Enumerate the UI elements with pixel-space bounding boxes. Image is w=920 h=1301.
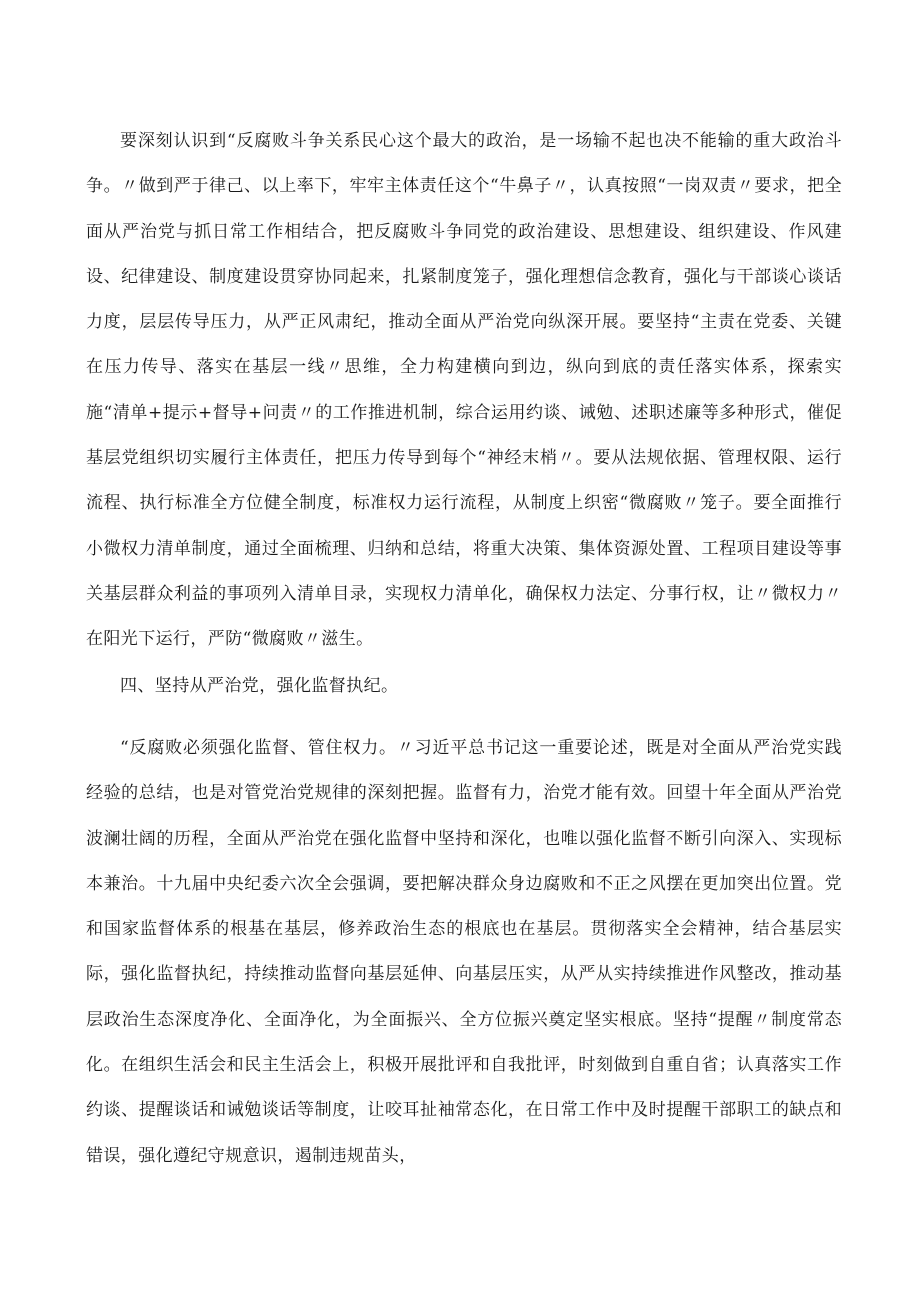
section-heading: 四、坚持从严治党，强化监督执纪。 [120, 676, 399, 696]
body-paragraph: 要深刻认识到“反腐败斗争关系民心这个最大的政治，是一场输不起也决不能输的重大政治斗争。〃做到严于律己、以上率下，牢牢主体责任这个“牛鼻子〃，认真按照“一岗双责〃要求，把全面从严治党与抓日常工作相结合，把反腐败斗争同党的政治建设、思想建设、组织建设、作风建设、纪律建设、制度建设贯穿协同起来，扎紧制度笼子，强化理想信念教育，强化与干部谈心谈话力度，层层传导压力，从严正风肃纪，推动全面从严治党向纵深开展。要坚持“主责在党委、关键在压力传导、落实在基层一线〃思维，全力构建横向到边，纵向到底的责任落实体系，探索实施“清单+提示+督导+问责〃的工作推进机制，综合运用约谈、诫勉、述职述廉等多种形式，催促基层党组织切实履行主体责任，把压力传导到每个“神经末梢〃。要从法规依据、管理权限、运行流程、执行标准全方位健全制度，标准权力运行流程，从制度上织密“微腐败〃笼子。要全面推行小微权力清单制度，通过全面梳理、归纳和总结，将重大决策、集体资源处置、工程项目建设等事关基层群众利益的事项列入清单目录，实现权力清单化，确保权力法定、分事行权，让〃微权力〃在阳光下运行，严防“微腐败〃滋生。 [86, 131, 842, 650]
body-paragraph: “反腐败必须强化监督、管住权力。〃习近平总书记这一重要论述，既是对全面从严治党实践经验的总结，也是对管党治党规律的深刻把握。监督有力，治党才能有效。回望十年全面从严治党波澜壮阔的历程，全面从严治党在强化监督中坚持和深化，也唯以强化监督不断引向深入、实现标本兼治。十九届中央纪委六次全会强调，要把解决群众身边腐败和不正之风摆在更加突出位置。党和国家监督体系的根基在基层，修养政治生态的根底也在基层。贯彻落实全会精神，结合基层实际，强化监督执纪，持续推动监督向基层延伸、向基层压实，从严从实持续推进作风整改，推动基层政治生态深度净化、全面净化，为全面振兴、全方位振兴奠定坚实根底。坚持“提醒〃制度常态化。在组织生活会和民主生活会上，积极开展批评和自我批评，时刻做到自重自省；认真落实工作约谈、提醒谈话和诫勉谈话等制度，让咬耳扯袖常态化，在日常工作中及时提醒干部职工的缺点和错误，强化遵纪守规意识，遏制违规苗头， [86, 738, 842, 1166]
